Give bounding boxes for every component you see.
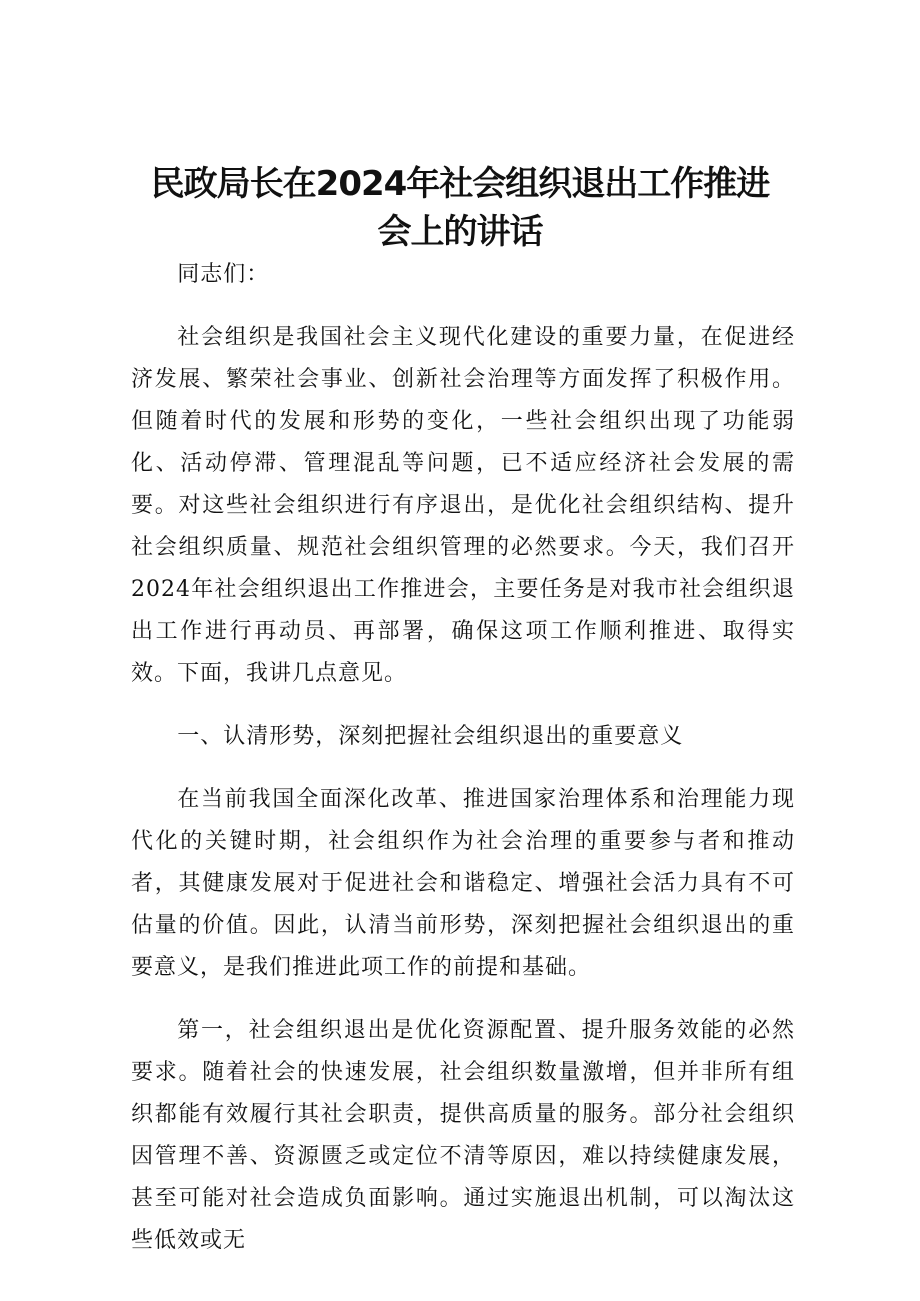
salutation: 同志们： <box>177 262 270 287</box>
paragraph-point-1: 第一，社会组织退出是优化资源配置、提升服务效能的必然要求。随着社会的快速发展，社会组织数量激增，但并非所有组织都能有效履行其社会职责，提供高质量的服务。部分社会组织因管理不善、资源匮乏或定位不清等原因，难以持续健康发展，甚至可能对社会造成负面影响。通过实施退出机制，可以淘汰这些低效或无 <box>131 1018 795 1253</box>
document-body <box>131 254 795 1262</box>
document-title: 民政局长在2024年社会组织退出工作推进会上的讲话 <box>150 164 770 252</box>
paragraph-section-1: 在当前我国全面深化改革、推进国家治理体系和治理能力现代化的关键时期，社会组织作为社会治理的重要参与者和推动者，其健康发展对于促进社会和谐稳定、增强社会活力具有不可估量的价值。因此，认清当前形势，深刻把握社会组织退出的重要意义，是我们推进此项工作的前提和基础。 <box>131 787 795 980</box>
section-heading-1: 一、认清形势，深刻把握社会组织退出的重要意义 <box>177 724 684 749</box>
paragraph-intro: 社会组织是我国社会主义现代化建设的重要力量，在促进经济发展、繁荣社会事业、创新社会治理等方面发挥了积极作用。但随着时代的发展和形势的变化，一些社会组织出现了功能弱化、活动停滞、管理混乱等问题，已不适应经济社会发展的需要。对这些社会组织进行有序退出，是优化社会组织结构、提升社会组织质量、规范社会组织管理的必然要求。今天，我们召开2024年社会组织退出工作推进会，主要任务是对我市社会组织退出工作进行再动员、再部署，确保这项工作顺利推进、取得实效。下面，我讲几点意见。 <box>131 325 795 686</box>
